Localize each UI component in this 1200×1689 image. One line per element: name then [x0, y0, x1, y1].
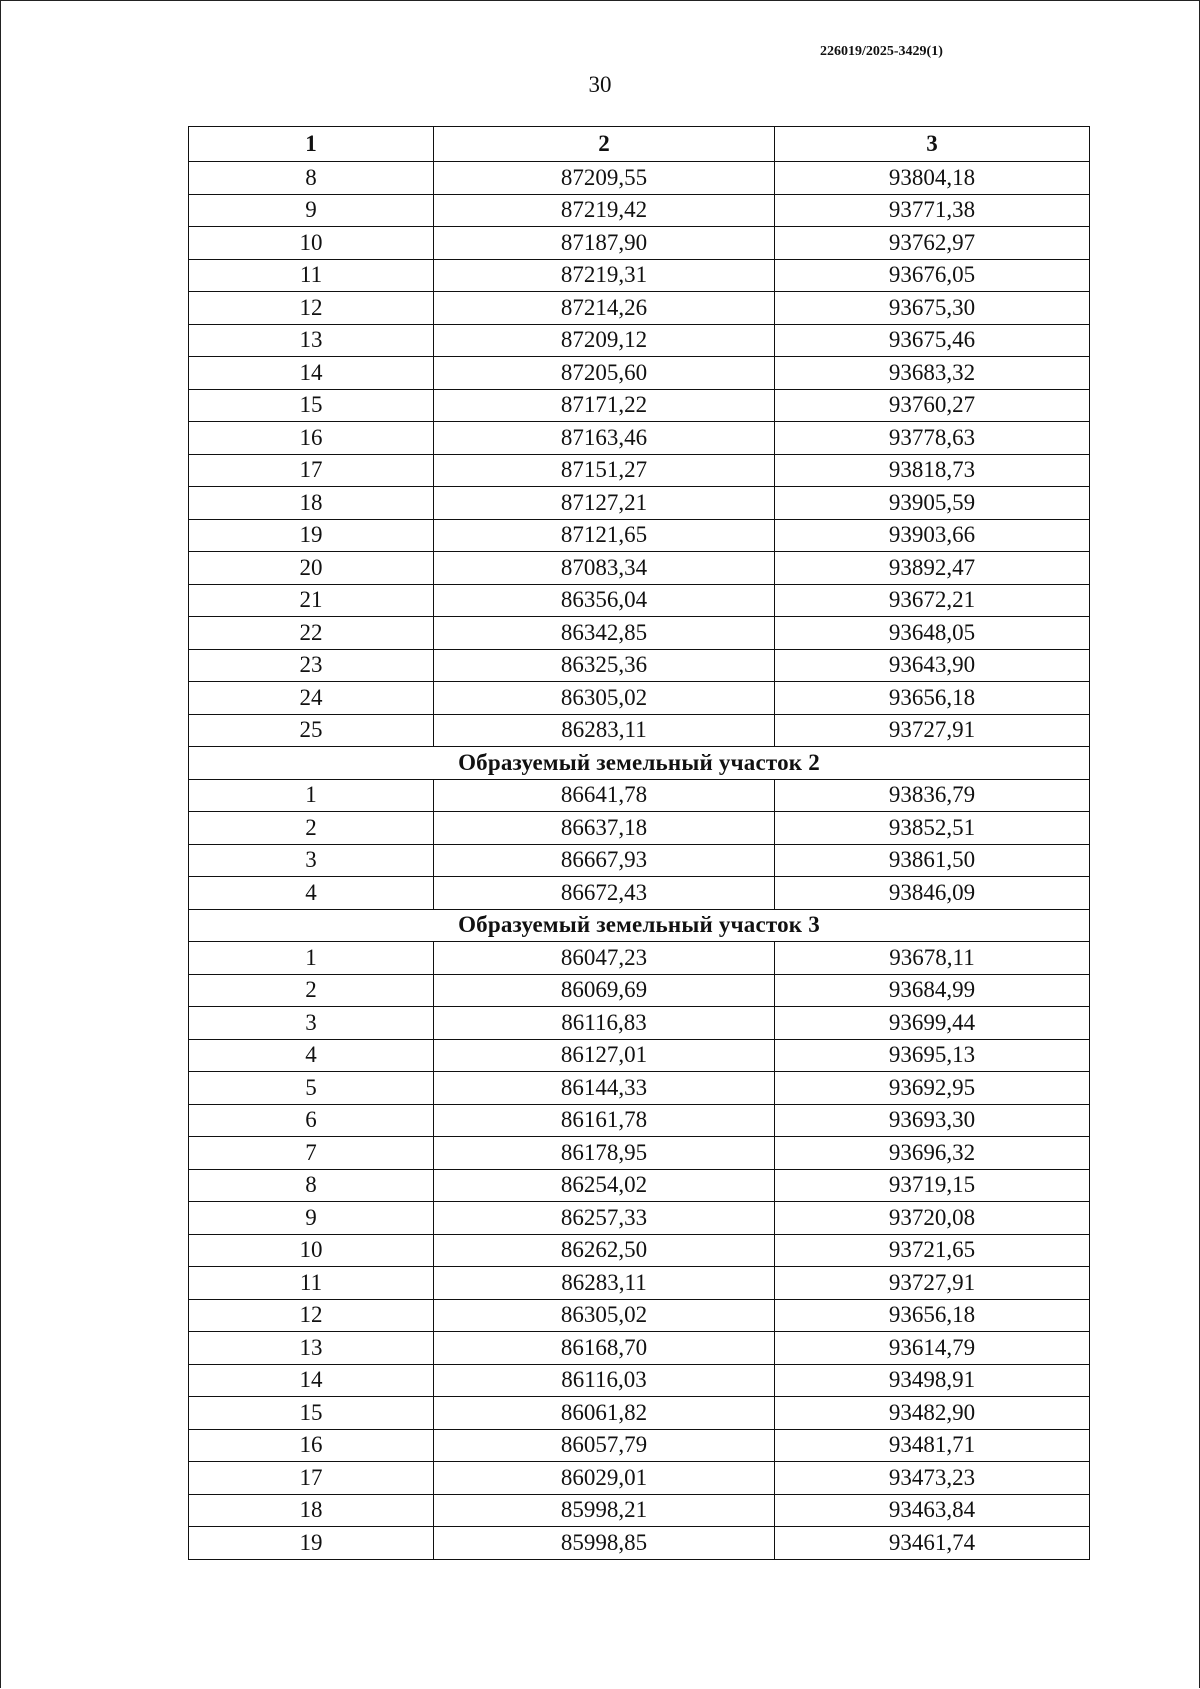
- x-coordinate-cell: 86161,78: [434, 1104, 775, 1137]
- point-number-cell: 19: [189, 519, 434, 552]
- x-coordinate-cell: 86641,78: [434, 779, 775, 812]
- y-coordinate-cell: 93846,09: [775, 877, 1090, 910]
- table-row: [189, 1364, 1090, 1397]
- x-coordinate-cell: 87151,27: [434, 454, 775, 487]
- table-row: [189, 487, 1090, 520]
- table-row: [189, 1527, 1090, 1560]
- point-number-cell: 6: [189, 1104, 434, 1137]
- table-row: [189, 1397, 1090, 1430]
- x-coordinate-cell: 86283,11: [434, 1267, 775, 1300]
- section-title: Образуемый земельный участок 3: [189, 909, 1090, 942]
- y-coordinate-cell: 93804,18: [775, 162, 1090, 195]
- table-row: [189, 942, 1090, 975]
- x-coordinate-cell: 86116,83: [434, 1007, 775, 1040]
- x-coordinate-cell: 87171,22: [434, 389, 775, 422]
- table-row: [189, 584, 1090, 617]
- section-title-row: [189, 747, 1090, 780]
- table-row: [189, 259, 1090, 292]
- y-coordinate-cell: 93696,32: [775, 1137, 1090, 1170]
- y-coordinate-cell: 93656,18: [775, 682, 1090, 715]
- header-cell-3: 3: [775, 127, 1090, 162]
- x-coordinate-cell: 87209,55: [434, 162, 775, 195]
- x-coordinate-cell: 85998,21: [434, 1494, 775, 1527]
- x-coordinate-cell: 86672,43: [434, 877, 775, 910]
- point-number-cell: 9: [189, 194, 434, 227]
- x-coordinate-cell: 86325,36: [434, 649, 775, 682]
- y-coordinate-cell: 93463,84: [775, 1494, 1090, 1527]
- x-coordinate-cell: 86262,50: [434, 1234, 775, 1267]
- x-coordinate-cell: 86168,70: [434, 1332, 775, 1365]
- table-row: [189, 1039, 1090, 1072]
- table-row: [189, 1137, 1090, 1170]
- y-coordinate-cell: 93719,15: [775, 1169, 1090, 1202]
- y-coordinate-cell: 93678,11: [775, 942, 1090, 975]
- x-coordinate-cell: 87121,65: [434, 519, 775, 552]
- point-number-cell: 5: [189, 1072, 434, 1105]
- x-coordinate-cell: 87127,21: [434, 487, 775, 520]
- section-title-row: [189, 909, 1090, 942]
- point-number-cell: 11: [189, 1267, 434, 1300]
- table-row: [189, 357, 1090, 390]
- table-row: [189, 844, 1090, 877]
- y-coordinate-cell: 93778,63: [775, 422, 1090, 455]
- x-coordinate-cell: 86029,01: [434, 1462, 775, 1495]
- point-number-cell: 15: [189, 389, 434, 422]
- y-coordinate-cell: 93903,66: [775, 519, 1090, 552]
- table-row: [189, 714, 1090, 747]
- point-number-cell: 1: [189, 779, 434, 812]
- x-coordinate-cell: 86254,02: [434, 1169, 775, 1202]
- table-row: [189, 292, 1090, 325]
- y-coordinate-cell: 93614,79: [775, 1332, 1090, 1365]
- y-coordinate-cell: 93473,23: [775, 1462, 1090, 1495]
- x-coordinate-cell: 87187,90: [434, 227, 775, 260]
- table-body: [189, 162, 1090, 1560]
- x-coordinate-cell: 87163,46: [434, 422, 775, 455]
- y-coordinate-cell: 93695,13: [775, 1039, 1090, 1072]
- y-coordinate-cell: 93852,51: [775, 812, 1090, 845]
- header-cell-2: 2: [434, 127, 775, 162]
- y-coordinate-cell: 93683,32: [775, 357, 1090, 390]
- table-row: [189, 389, 1090, 422]
- x-coordinate-cell: 86637,18: [434, 812, 775, 845]
- table-row: [189, 877, 1090, 910]
- section-title: Образуемый земельный участок 2: [189, 747, 1090, 780]
- y-coordinate-cell: 93699,44: [775, 1007, 1090, 1040]
- table-row: [189, 552, 1090, 585]
- table-row: [189, 1104, 1090, 1137]
- x-coordinate-cell: 86305,02: [434, 682, 775, 715]
- y-coordinate-cell: 93675,46: [775, 324, 1090, 357]
- y-coordinate-cell: 93676,05: [775, 259, 1090, 292]
- table-row: [189, 1072, 1090, 1105]
- x-coordinate-cell: 86127,01: [434, 1039, 775, 1072]
- y-coordinate-cell: 93481,71: [775, 1429, 1090, 1462]
- coordinates-table: [188, 126, 1090, 1560]
- x-coordinate-cell: 86305,02: [434, 1299, 775, 1332]
- point-number-cell: 18: [189, 487, 434, 520]
- point-number-cell: 10: [189, 227, 434, 260]
- table-row: [189, 454, 1090, 487]
- y-coordinate-cell: 93692,95: [775, 1072, 1090, 1105]
- x-coordinate-cell: 86061,82: [434, 1397, 775, 1430]
- y-coordinate-cell: 93643,90: [775, 649, 1090, 682]
- x-coordinate-cell: 86283,11: [434, 714, 775, 747]
- point-number-cell: 8: [189, 1169, 434, 1202]
- y-coordinate-cell: 93693,30: [775, 1104, 1090, 1137]
- point-number-cell: 4: [189, 877, 434, 910]
- point-number-cell: 14: [189, 1364, 434, 1397]
- point-number-cell: 10: [189, 1234, 434, 1267]
- x-coordinate-cell: 87083,34: [434, 552, 775, 585]
- point-number-cell: 21: [189, 584, 434, 617]
- y-coordinate-cell: 93675,30: [775, 292, 1090, 325]
- y-coordinate-cell: 93498,91: [775, 1364, 1090, 1397]
- table-row: [189, 324, 1090, 357]
- point-number-cell: 18: [189, 1494, 434, 1527]
- point-number-cell: 1: [189, 942, 434, 975]
- point-number-cell: 14: [189, 357, 434, 390]
- point-number-cell: 16: [189, 1429, 434, 1462]
- point-number-cell: 2: [189, 812, 434, 845]
- point-number-cell: 19: [189, 1527, 434, 1560]
- x-coordinate-cell: 86069,69: [434, 974, 775, 1007]
- x-coordinate-cell: 87214,26: [434, 292, 775, 325]
- x-coordinate-cell: 86342,85: [434, 617, 775, 650]
- point-number-cell: 20: [189, 552, 434, 585]
- x-coordinate-cell: 86178,95: [434, 1137, 775, 1170]
- table-row: [189, 1494, 1090, 1527]
- y-coordinate-cell: 93727,91: [775, 714, 1090, 747]
- page-number: 30: [588, 72, 612, 97]
- x-coordinate-cell: 86116,03: [434, 1364, 775, 1397]
- table-row: [189, 1007, 1090, 1040]
- table-row: [189, 422, 1090, 455]
- table-row: [189, 1202, 1090, 1235]
- y-coordinate-cell: 93684,99: [775, 974, 1090, 1007]
- point-number-cell: 7: [189, 1137, 434, 1170]
- y-coordinate-cell: 93672,21: [775, 584, 1090, 617]
- table-row: [189, 227, 1090, 260]
- point-number-cell: 9: [189, 1202, 434, 1235]
- point-number-cell: 24: [189, 682, 434, 715]
- y-coordinate-cell: 93762,97: [775, 227, 1090, 260]
- x-coordinate-cell: 85998,85: [434, 1527, 775, 1560]
- document-number: 226019/2025-3429(1): [820, 44, 943, 59]
- table-header-row: [189, 127, 1090, 162]
- x-coordinate-cell: 86667,93: [434, 844, 775, 877]
- table-row: [189, 1234, 1090, 1267]
- table-row: [189, 779, 1090, 812]
- x-coordinate-cell: 87219,42: [434, 194, 775, 227]
- point-number-cell: 8: [189, 162, 434, 195]
- x-coordinate-cell: 87219,31: [434, 259, 775, 292]
- y-coordinate-cell: 93727,91: [775, 1267, 1090, 1300]
- y-coordinate-cell: 93818,73: [775, 454, 1090, 487]
- table-row: [189, 1267, 1090, 1300]
- table-row: [189, 519, 1090, 552]
- x-coordinate-cell: 86047,23: [434, 942, 775, 975]
- table-row: [189, 812, 1090, 845]
- y-coordinate-cell: 93905,59: [775, 487, 1090, 520]
- y-coordinate-cell: 93892,47: [775, 552, 1090, 585]
- point-number-cell: 22: [189, 617, 434, 650]
- table-row: [189, 1169, 1090, 1202]
- table-row: [189, 649, 1090, 682]
- x-coordinate-cell: 86057,79: [434, 1429, 775, 1462]
- header-cell-1: 1: [189, 127, 434, 162]
- point-number-cell: 4: [189, 1039, 434, 1072]
- y-coordinate-cell: 93760,27: [775, 389, 1090, 422]
- table-row: [189, 1429, 1090, 1462]
- point-number-cell: 13: [189, 1332, 434, 1365]
- point-number-cell: 17: [189, 454, 434, 487]
- table-row: [189, 194, 1090, 227]
- x-coordinate-cell: 86257,33: [434, 1202, 775, 1235]
- y-coordinate-cell: 93720,08: [775, 1202, 1090, 1235]
- point-number-cell: 23: [189, 649, 434, 682]
- point-number-cell: 2: [189, 974, 434, 1007]
- x-coordinate-cell: 87209,12: [434, 324, 775, 357]
- y-coordinate-cell: 93648,05: [775, 617, 1090, 650]
- table-row: [189, 617, 1090, 650]
- point-number-cell: 13: [189, 324, 434, 357]
- table-row: [189, 1332, 1090, 1365]
- point-number-cell: 12: [189, 1299, 434, 1332]
- y-coordinate-cell: 93482,90: [775, 1397, 1090, 1430]
- table-row: [189, 974, 1090, 1007]
- table-row: [189, 682, 1090, 715]
- y-coordinate-cell: 93861,50: [775, 844, 1090, 877]
- x-coordinate-cell: 86356,04: [434, 584, 775, 617]
- point-number-cell: 11: [189, 259, 434, 292]
- point-number-cell: 12: [189, 292, 434, 325]
- y-coordinate-cell: 93836,79: [775, 779, 1090, 812]
- point-number-cell: 25: [189, 714, 434, 747]
- x-coordinate-cell: 86144,33: [434, 1072, 775, 1105]
- table-row: [189, 1299, 1090, 1332]
- y-coordinate-cell: 93721,65: [775, 1234, 1090, 1267]
- y-coordinate-cell: 93771,38: [775, 194, 1090, 227]
- y-coordinate-cell: 93461,74: [775, 1527, 1090, 1560]
- point-number-cell: 16: [189, 422, 434, 455]
- table-row: [189, 162, 1090, 195]
- point-number-cell: 3: [189, 844, 434, 877]
- point-number-cell: 3: [189, 1007, 434, 1040]
- y-coordinate-cell: 93656,18: [775, 1299, 1090, 1332]
- point-number-cell: 15: [189, 1397, 434, 1430]
- table-row: [189, 1462, 1090, 1495]
- point-number-cell: 17: [189, 1462, 434, 1495]
- x-coordinate-cell: 87205,60: [434, 357, 775, 390]
